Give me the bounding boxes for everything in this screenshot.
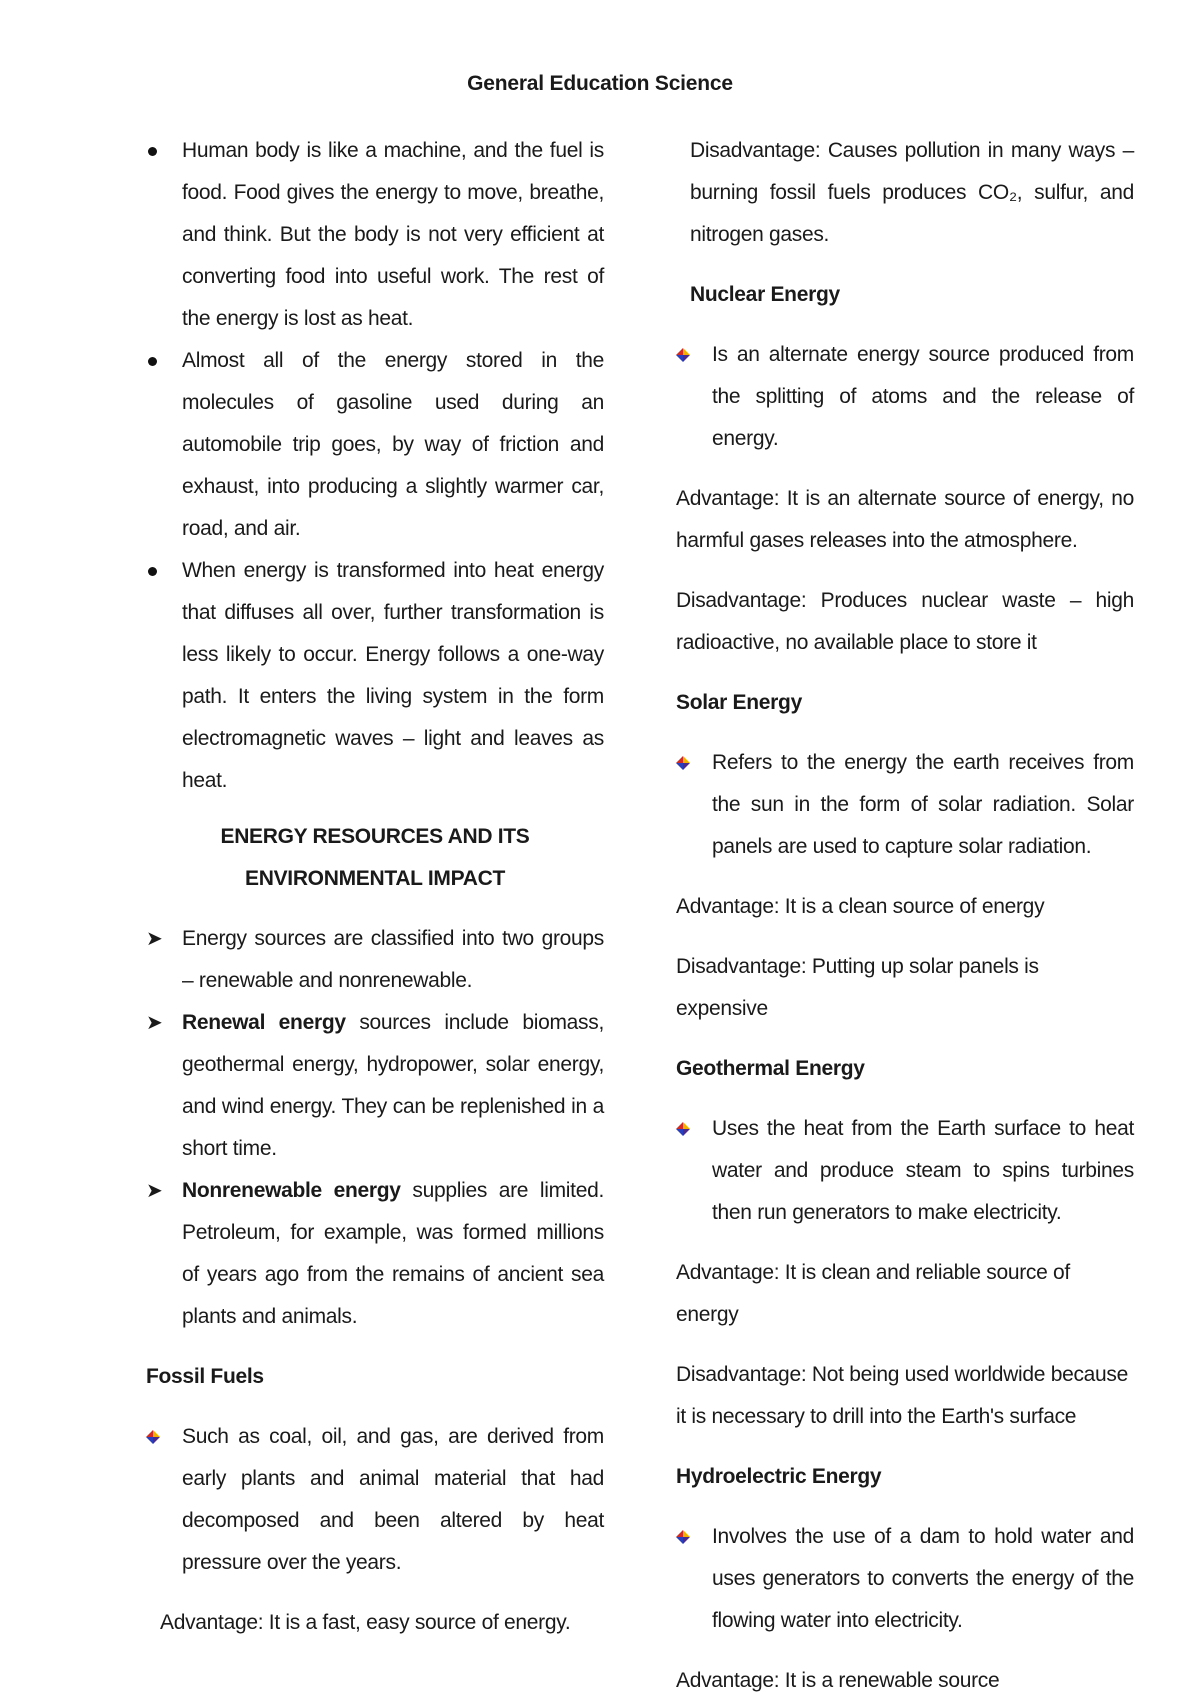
diamond-bullet-icon <box>676 1516 700 1558</box>
arrow-text: supplies are limited. Petroleum, for example, was formed millions of years ago from the remains of ancient sea plants and animals. <box>182 1179 604 1328</box>
fossil-disadvantage: Disadvantage: Causes pollution in many ways – burning fossil fuels produces CO₂, sulfur, and nitrogen gases. <box>690 139 1134 246</box>
arrow-bullet-icon: ➤ <box>146 1012 163 1034</box>
bullet-dot-icon <box>146 130 170 172</box>
hydroelectric-advantage: Advantage: It is a renewable source <box>676 1669 1000 1692</box>
diamond-icon <box>146 1430 160 1444</box>
term-renewable: Renewal energy <box>182 1011 346 1034</box>
list-item <box>146 340 604 550</box>
solar-disadvantage: Disadvantage: Putting up solar panels is expensive <box>676 955 1039 1020</box>
right-column <box>676 130 1134 1702</box>
geothermal-disadvantage: Disadvantage: Not being used worldwide because it is necessary to drill into the Earth's surface <box>676 1363 1128 1428</box>
section-heading-line-2: ENVIRONMENTAL IMPACT <box>245 867 505 890</box>
geothermal-advantage: Advantage: It is clean and reliable source of energy <box>676 1261 1070 1326</box>
bullet-dot-icon <box>146 550 170 592</box>
bullet-text: Involves the use of a dam to hold water and uses generators to converts the energy of the flowing water into electricity. <box>712 1525 1134 1632</box>
list-item <box>146 918 604 1002</box>
list-item <box>146 1416 604 1584</box>
fossil-advantage: Advantage: It is a fast, easy source of energy. <box>160 1611 571 1634</box>
section-heading <box>146 816 604 900</box>
arrow-text: Energy sources are classified into two groups – renewable and nonrenewable. <box>182 927 604 992</box>
bullet-text: Such as coal, oil, and gas, are derived from early plants and animal material that had decomposed and been altered by heat pressure over the years. <box>182 1425 604 1574</box>
nuclear-advantage: Advantage: It is an alternate source of energy, no harmful gases releases into the atmosphere. <box>676 487 1134 552</box>
section-heading-line-1: ENERGY RESOURCES AND ITS <box>220 825 530 848</box>
nuclear-disadvantage: Disadvantage: Produces nuclear waste – high radioactive, no available place to store it <box>676 589 1134 654</box>
arrow-text: sources include biomass, geothermal energy, hydropower, solar energy, and wind energy. They can be replenished in a short time. <box>182 1011 604 1160</box>
diamond-icon <box>676 1530 690 1544</box>
diamond-icon <box>676 1122 690 1136</box>
hydroelectric-heading: Hydroelectric Energy <box>676 1465 882 1488</box>
left-column <box>146 130 604 1644</box>
solar-heading: Solar Energy <box>676 691 802 714</box>
bullet-text: Human body is like a machine, and the fuel is food. Food gives the energy to move, breathe, and think. But the body is not very efficient at converting food into useful work. The rest of the energy is lost as heat. <box>182 139 604 330</box>
bullet-text: Uses the heat from the Earth surface to heat water and produce steam to spins turbines then run generators to make electricity. <box>712 1117 1134 1224</box>
geothermal-heading: Geothermal Energy <box>676 1057 865 1080</box>
diamond-bullet-icon <box>146 1416 170 1458</box>
page-title: General Education Science <box>467 72 733 95</box>
bullet-text: Almost all of the energy stored in the molecules of gasoline used during an automobile trip goes, by way of friction and exhaust, into producing a slightly warmer car, road, and air. <box>182 349 604 540</box>
bullet-text: Refers to the energy the earth receives from the sun in the form of solar radiation. Solar panels are used to capture solar radiation. <box>712 751 1134 858</box>
solar-advantage: Advantage: It is a clean source of energy <box>676 895 1045 918</box>
diamond-bullet-icon <box>676 1108 700 1150</box>
arrow-bullet-icon: ➤ <box>146 928 163 950</box>
fossil-fuels-heading: Fossil Fuels <box>146 1365 264 1388</box>
arrow-bullet-icon: ➤ <box>146 1180 163 1202</box>
diamond-bullet-icon <box>676 334 700 376</box>
list-item <box>146 130 604 340</box>
bullet-dot-icon <box>146 340 170 382</box>
diamond-icon <box>676 756 690 770</box>
nuclear-heading: Nuclear Energy <box>690 283 840 306</box>
list-item <box>146 1170 604 1338</box>
bullet-text: When energy is transformed into heat energy that diffuses all over, further transformation is less likely to occur. Energy follows a one-way path. It enters the living system in the form electromagnetic waves – light and leaves as heat. <box>182 559 604 792</box>
list-item <box>676 1108 1134 1234</box>
list-item <box>146 550 604 802</box>
term-nonrenewable: Nonrenewable energy <box>182 1179 401 1202</box>
diamond-icon <box>676 348 690 362</box>
diamond-bullet-icon <box>676 742 700 784</box>
list-item <box>676 334 1134 460</box>
list-item <box>146 1002 604 1170</box>
bullet-text: Is an alternate energy source produced from the splitting of atoms and the release of energy. <box>712 343 1134 450</box>
list-item <box>676 742 1134 868</box>
list-item <box>676 1516 1134 1642</box>
